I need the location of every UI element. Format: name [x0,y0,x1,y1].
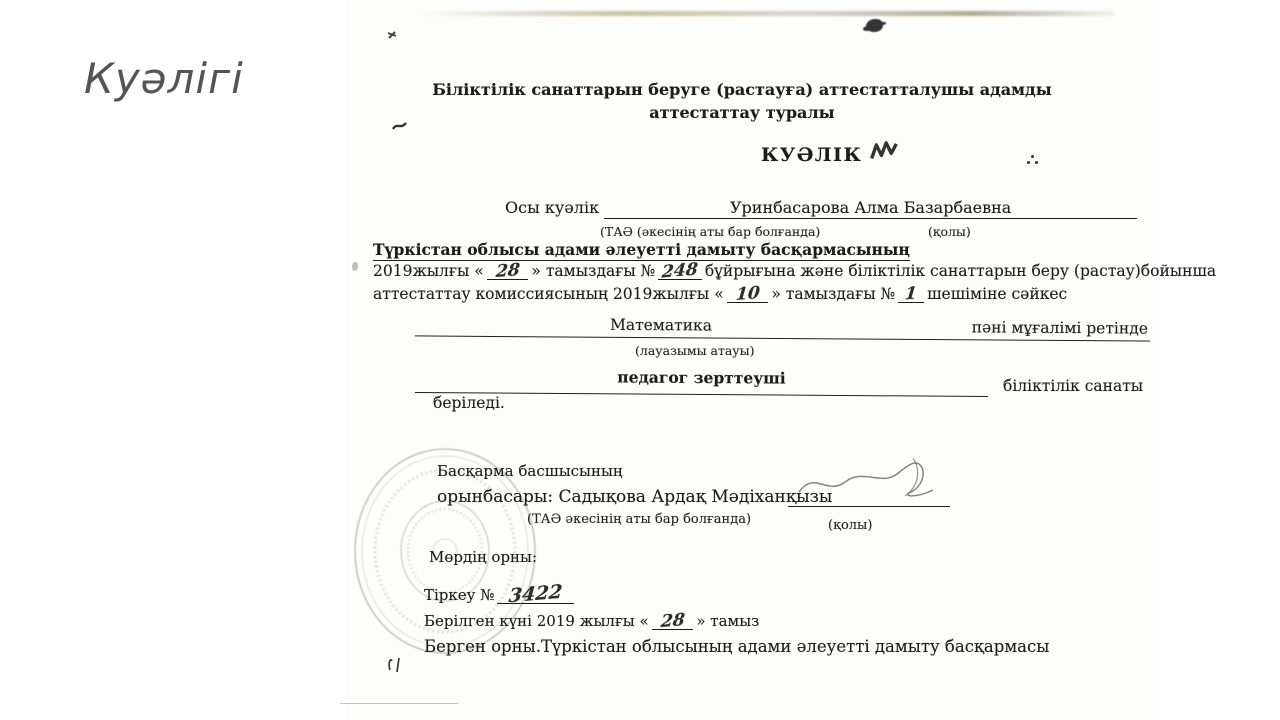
seal-place-note: Мөрдің орны: [429,548,538,566]
certificate-header: Біліктілік санаттарын беруге (растауға) аттестатталушы адамды [432,80,1052,99]
signature-underline [788,505,950,507]
ink-dots-artifact [1031,155,1034,158]
issue-day-handwritten: 28 [659,610,686,632]
position-underline [415,305,1150,341]
position-caption: (лауазымы атауы) [635,343,755,358]
signer-name: орынбасары: Садықова Ардақ Мәдіханқызы [437,487,833,507]
decision-pre: аттестаттау комиссиясының 2019жылғы « [373,285,724,303]
issued-by-line: Берген орны.Түркістан облысының адами әлеуетті дамыту басқармасы [424,637,1050,656]
signer-caption-name: (ТАӘ әкесінің аты бар болғанда) [527,512,752,527]
issue-date-post: » тамыз [696,612,760,630]
category-granted: беріледі. [433,394,505,412]
decision-day-underline [727,283,769,305]
signer-title: Басқарма басшысының [437,462,623,480]
registration-no-underline [497,580,574,608]
holder-prefix: Осы куәлік [505,198,600,217]
holder-name: Уринбасарова Алма Базарбаевна [604,198,1137,219]
signer-caption-sign: (қолы) [828,518,873,533]
issue-day-underline [652,610,694,632]
ink-blob-artifact [866,19,883,32]
subject-name: Математика [609,315,713,335]
issue-date-line [424,612,759,631]
scan-smudge-artifact [415,11,1115,16]
registration-no-handwritten: 3422 [508,580,564,608]
decision-line [373,285,1067,304]
order-line [373,259,1217,283]
order-no-underline [658,259,702,283]
order-pre: 2019жылғы « [373,262,484,280]
decision-no-handwritten: 1 [904,283,919,305]
certificate-header-2: аттестаттау туралы [649,103,835,122]
category-suffix: біліктілік санаты [1003,377,1144,395]
certificate-scan [345,0,1217,720]
organization-line: Түркістан облысы адами әлеуетті дамыту басқармасының [373,240,910,261]
decision-post: шешіміне сәйкес [927,285,1068,303]
ink-scribble-artifact [867,137,903,164]
holder-caption-sign: (қолы) [928,224,971,239]
slide-title: Куәлігі [84,54,244,103]
registration-line [424,580,577,608]
holder-caption-name: (ТАӘ (әкесінің аты бар болғанда) [600,224,821,239]
speck-artifact [352,262,358,271]
issue-date-pre: Берілген күні 2019 жылғы « [424,612,649,630]
category-name: педагог зерттеуші [617,367,786,388]
decision-mid: » тамыздағы № [771,285,896,303]
order-no-handwritten: 248 [661,259,699,283]
order-mid: » тамыздағы № [531,262,656,280]
order-day-handwritten: 28 [494,260,521,282]
order-day-underline [487,260,529,282]
signature [793,452,953,512]
document-type-title: КУӘЛІК [761,144,863,166]
decision-day-handwritten: 10 [734,283,761,305]
subject-role: пәні мұғалімі ретінде [971,317,1149,338]
order-post: бұйрығына және біліктілік санаттарын беру (растау)бойынша [704,262,1217,280]
hash-mark-artifact [386,30,398,42]
scan-edge-line [340,703,458,704]
decision-no-underline [898,283,924,305]
category-underline [415,366,988,397]
registration-label: Тіркеу № [424,586,495,604]
holder-line [505,198,1137,219]
